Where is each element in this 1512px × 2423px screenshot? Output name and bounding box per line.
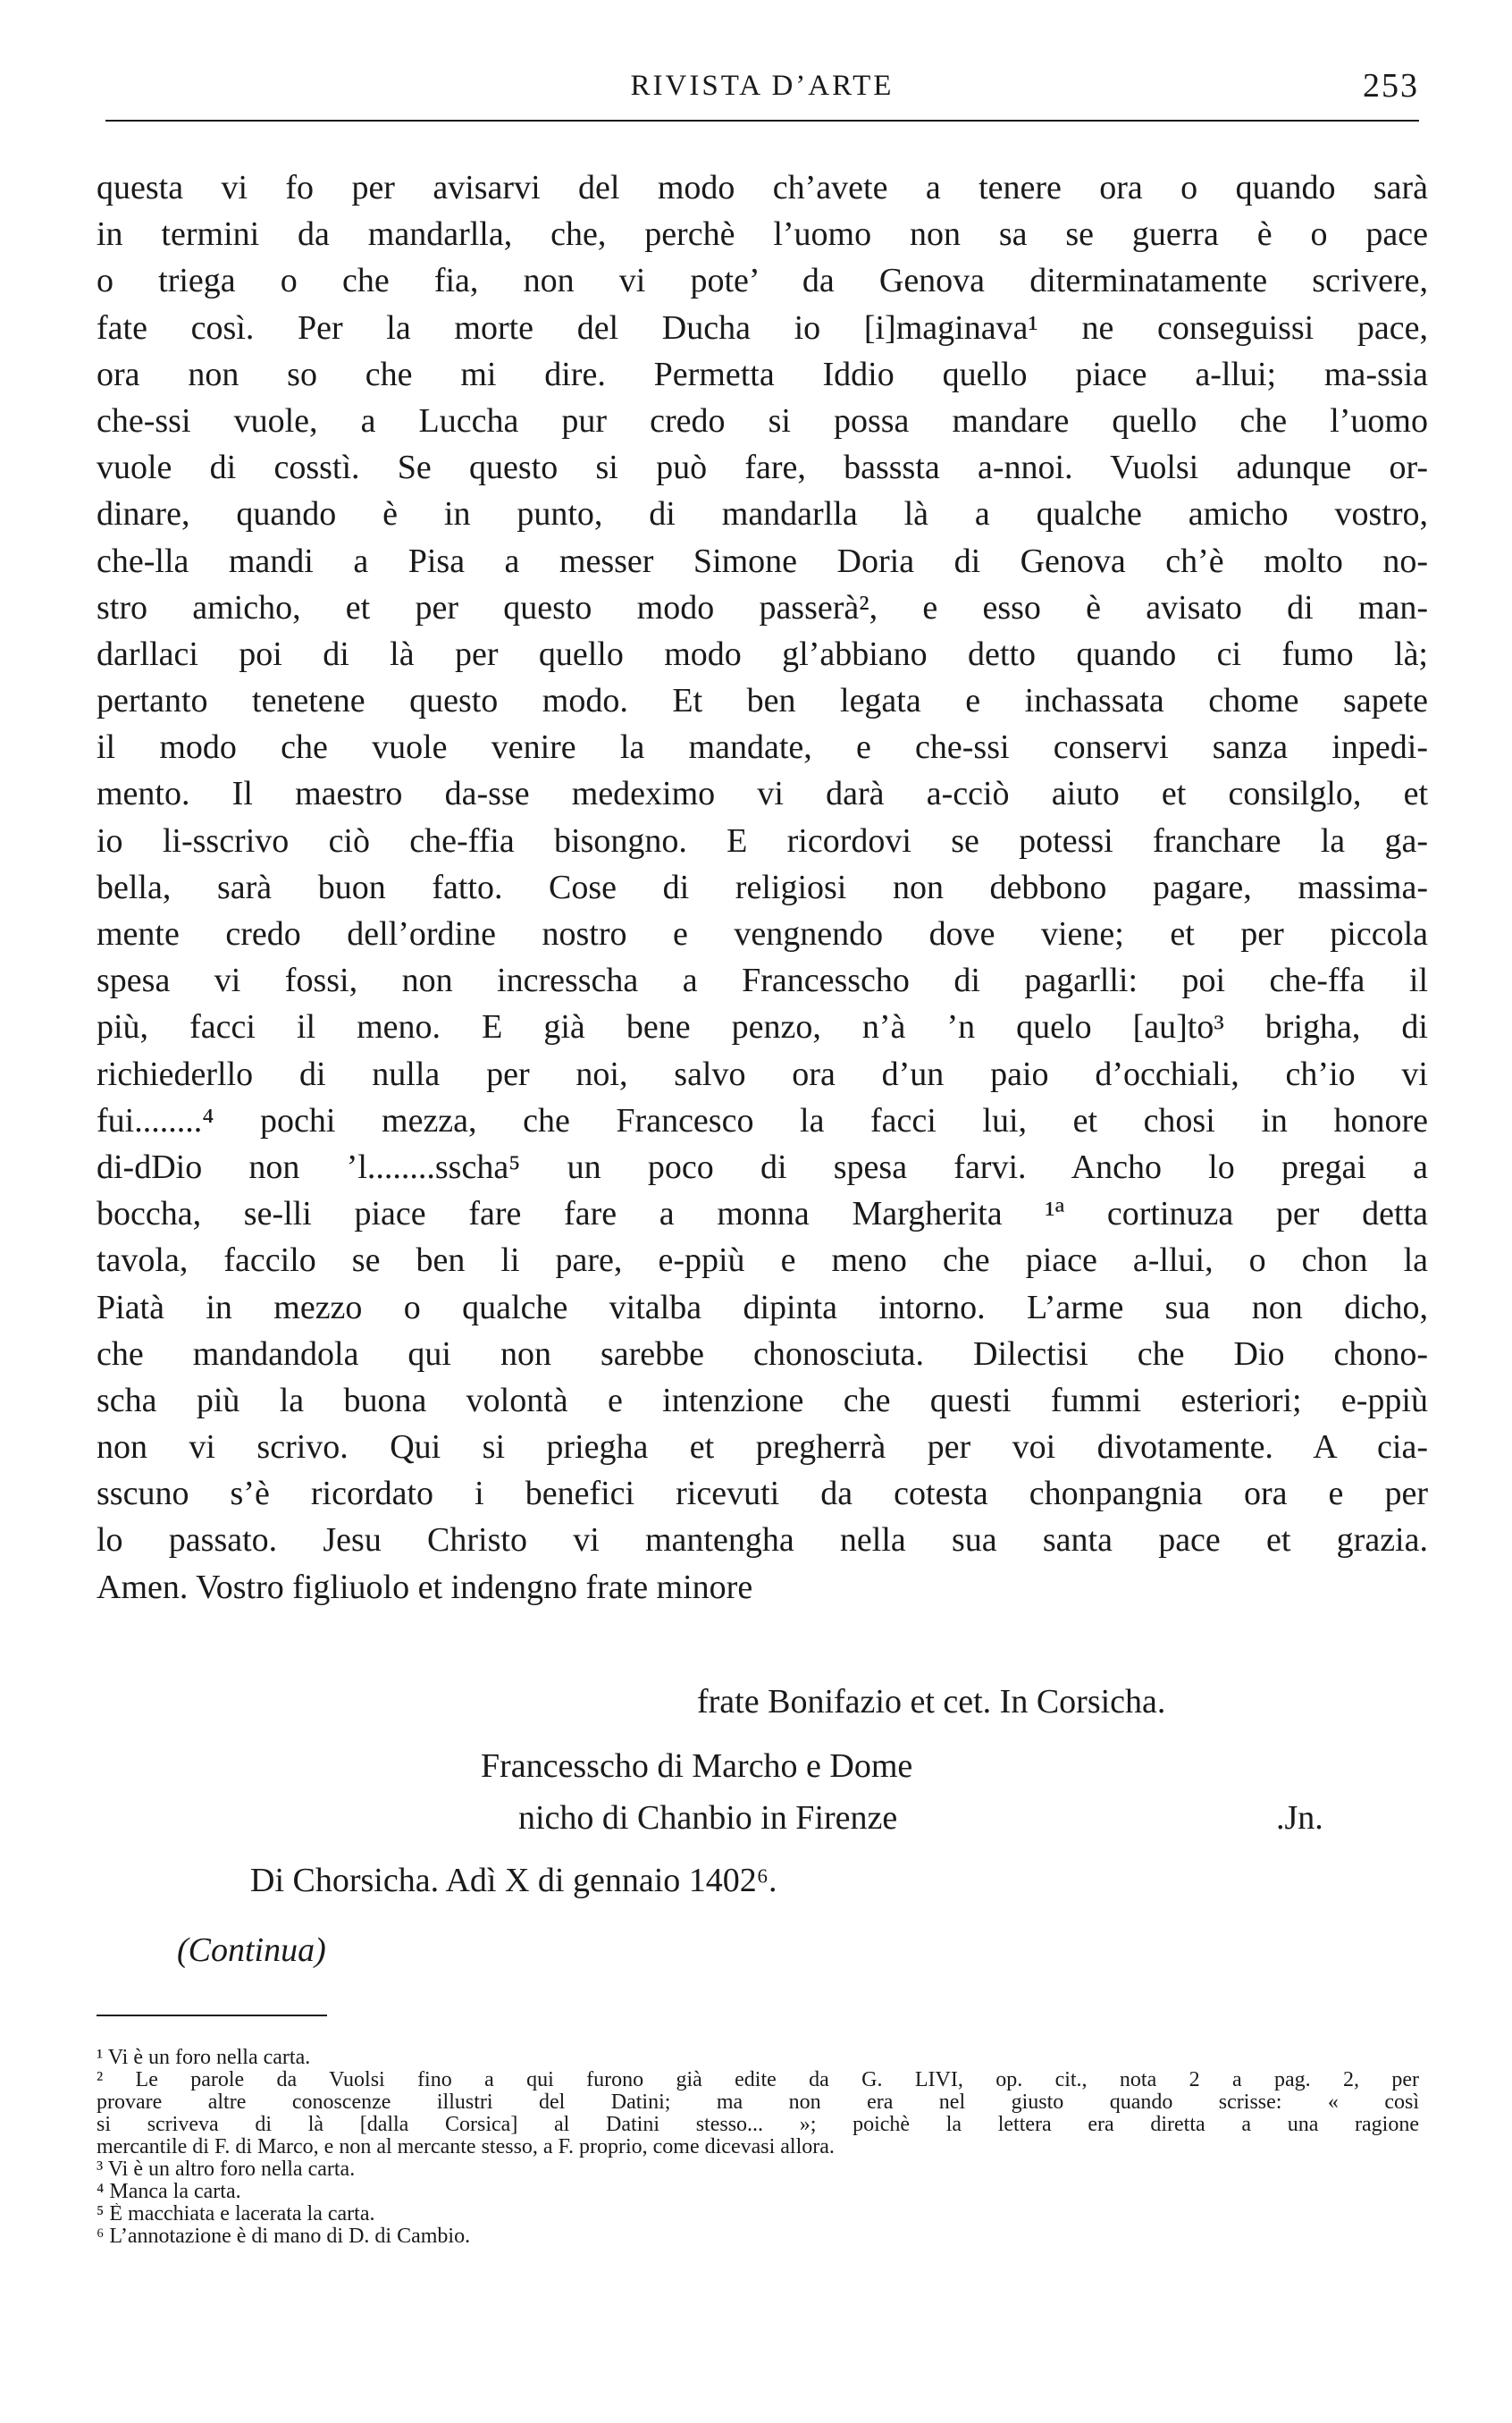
body-line: più, facci il meno. E già bene penzo, n’à ’n quelo [au]to³ brigha, di xyxy=(97,1008,1428,1047)
body-line: o triega o che fia, non vi pote’ da Genova diterminatamente scrivere, xyxy=(97,262,1428,300)
footnote-line: provare altre conoscenze illustri del Datini; ma non era nel giusto quando scrisse: « così xyxy=(97,2091,1419,2114)
body-line: Piatà in mezzo o qualche vitalba dipinta intorno. L’arme sua non dicho, xyxy=(97,1288,1428,1326)
footnote-line: si scriveva di là [dalla Corsica] al Datini stesso... »; poichè la lettera era diretta a una ragione xyxy=(97,2114,1419,2136)
body-line: di-dDio non ’l........sscha⁵ un poco di spesa farvi. Ancho lo pregai a xyxy=(97,1148,1428,1186)
body-line: vuole di cosstì. Se questo si può fare, basssta a-nnoi. Vuolsi adunque or- xyxy=(97,449,1428,487)
running-head xyxy=(105,57,1419,111)
body-line: bella, sarà buon fatto. Cose di religiosi non debbono pagare, massima- xyxy=(97,868,1428,906)
footnote-line: ² Le parole da Vuolsi fino a qui furono già edite da G. LIVI, op. cit., nota 2 a pag. 2, per xyxy=(97,2069,1419,2091)
page-number: 253 xyxy=(1363,67,1419,105)
body-line: dinare, quando è in punto, di mandarlla là a qualche amicho vostro, xyxy=(97,495,1428,534)
footnote-line: ⁴ Manca la carta. xyxy=(97,2181,241,2203)
body-line: richiederllo di nulla per noi, salvo ora d’un paio d’occhiali, ch’io vi xyxy=(97,1055,1428,1093)
footnote-rule xyxy=(97,2015,327,2016)
body-line: scha più la buona volontà e intenzione che questi fummi esteriori; e-ppiù xyxy=(97,1381,1428,1419)
body-line: questa vi fo per avisarvi del modo ch’avete a tenere ora o quando sarà xyxy=(97,169,1428,206)
footnote-line: ⁶ L’annotazione è di mano di D. di Cambio. xyxy=(97,2225,471,2248)
body-line: fui........⁴ pochi mezza, che Francesco la facci lui, et chosi in honore xyxy=(97,1101,1428,1140)
footnotes xyxy=(97,2047,1419,2248)
addressee-mark: .Jn. xyxy=(1276,1799,1323,1837)
body-line: sscuno s’è ricordato i benefici ricevuti da cotesta chonpangnia ora e per xyxy=(97,1475,1428,1513)
body-line: che-lla mandi a Pisa a messer Simone Doria di Genova ch’è molto no- xyxy=(97,542,1428,580)
body-line: in termini da mandarlla, che, perchè l’uomo non sa se guerra è o pace xyxy=(97,215,1428,254)
body-line: non vi scrivo. Qui si priegha et pregherrà per voi divotamente. A cia- xyxy=(97,1428,1428,1467)
body-line: mente credo dell’ordine nostro e vengnendo dove viene; et per piccola xyxy=(97,915,1428,953)
body-line: Amen. Vostro figliuolo et indengno frate minore xyxy=(97,1568,753,1606)
body-line: che mandandola qui non sarebbe chonosciuta. Dilectisi che Dio chono- xyxy=(97,1334,1428,1373)
body-line: spesa vi fossi, non incresscha a Francesscho di pagarlli: poi che-ffa il xyxy=(97,962,1428,1000)
footnote-line: mercantile di F. di Marco, e non al mercante stesso, a F. proprio, come dicevasi allora. xyxy=(97,2136,835,2158)
body-line: ora non so che mi dire. Permetta Iddio quello piace a-llui; ma-ssia xyxy=(97,355,1428,393)
body-line: stro amicho, et per questo modo passerà², e esso è avisato di man- xyxy=(97,588,1428,627)
body-line: che-ssi vuole, a Luccha pur credo si possa mandare quello che l’uomo xyxy=(97,401,1428,440)
body-line: mento. Il maestro da-sse medeximo vi darà a-cciò aiuto et consilglo, et xyxy=(97,775,1428,813)
body-line: tavola, faccilo se ben li pare, e-ppiù e meno che piace a-llui, o chon la xyxy=(97,1241,1428,1280)
body-line: boccha, se-lli piace fare fare a monna Margherita ¹ª cortinuza per detta xyxy=(97,1195,1428,1233)
body-line: pertanto tenetene questo modo. Et ben legata e inchassata chome sapete xyxy=(97,682,1428,720)
dateline: Di Chorsicha. Adì X di gennaio 1402⁶. xyxy=(250,1862,777,1899)
letter-body xyxy=(97,164,1428,1611)
footnote-line: ⁵ È macchiata e lacerata la carta. xyxy=(97,2203,375,2225)
addressee-line: Francesscho di Marcho e Dome xyxy=(481,1747,913,1785)
body-line: io li-sscrivo ciò che-ffia bisongno. E ricordovi se potessi franchare la ga- xyxy=(97,821,1428,860)
running-title: RIVISTA D’ARTE xyxy=(630,70,895,102)
signature: frate Bonifazio et cet. In Corsicha. xyxy=(697,1683,1166,1720)
footnote-line: ¹ Vi è un foro nella carta. xyxy=(97,2047,311,2069)
header-rule xyxy=(105,120,1419,122)
body-line: fate così. Per la morte del Ducha io [i]maginava¹ ne conseguissi pace, xyxy=(97,308,1428,347)
addressee-line: nicho di Chanbio in Firenze xyxy=(518,1799,898,1837)
footnote-line: ³ Vi è un altro foro nella carta. xyxy=(97,2158,356,2181)
body-line: lo passato. Jesu Christo vi mantengha nella sua santa pace et grazia. xyxy=(97,1521,1428,1560)
continua-note: (Continua) xyxy=(177,1931,326,1969)
body-line: darllaci poi di là per quello modo gl’abbiano detto quando ci fumo là; xyxy=(97,635,1428,673)
body-line: il modo che vuole venire la mandate, e che-ssi conservi sanza inpedi- xyxy=(97,728,1428,767)
